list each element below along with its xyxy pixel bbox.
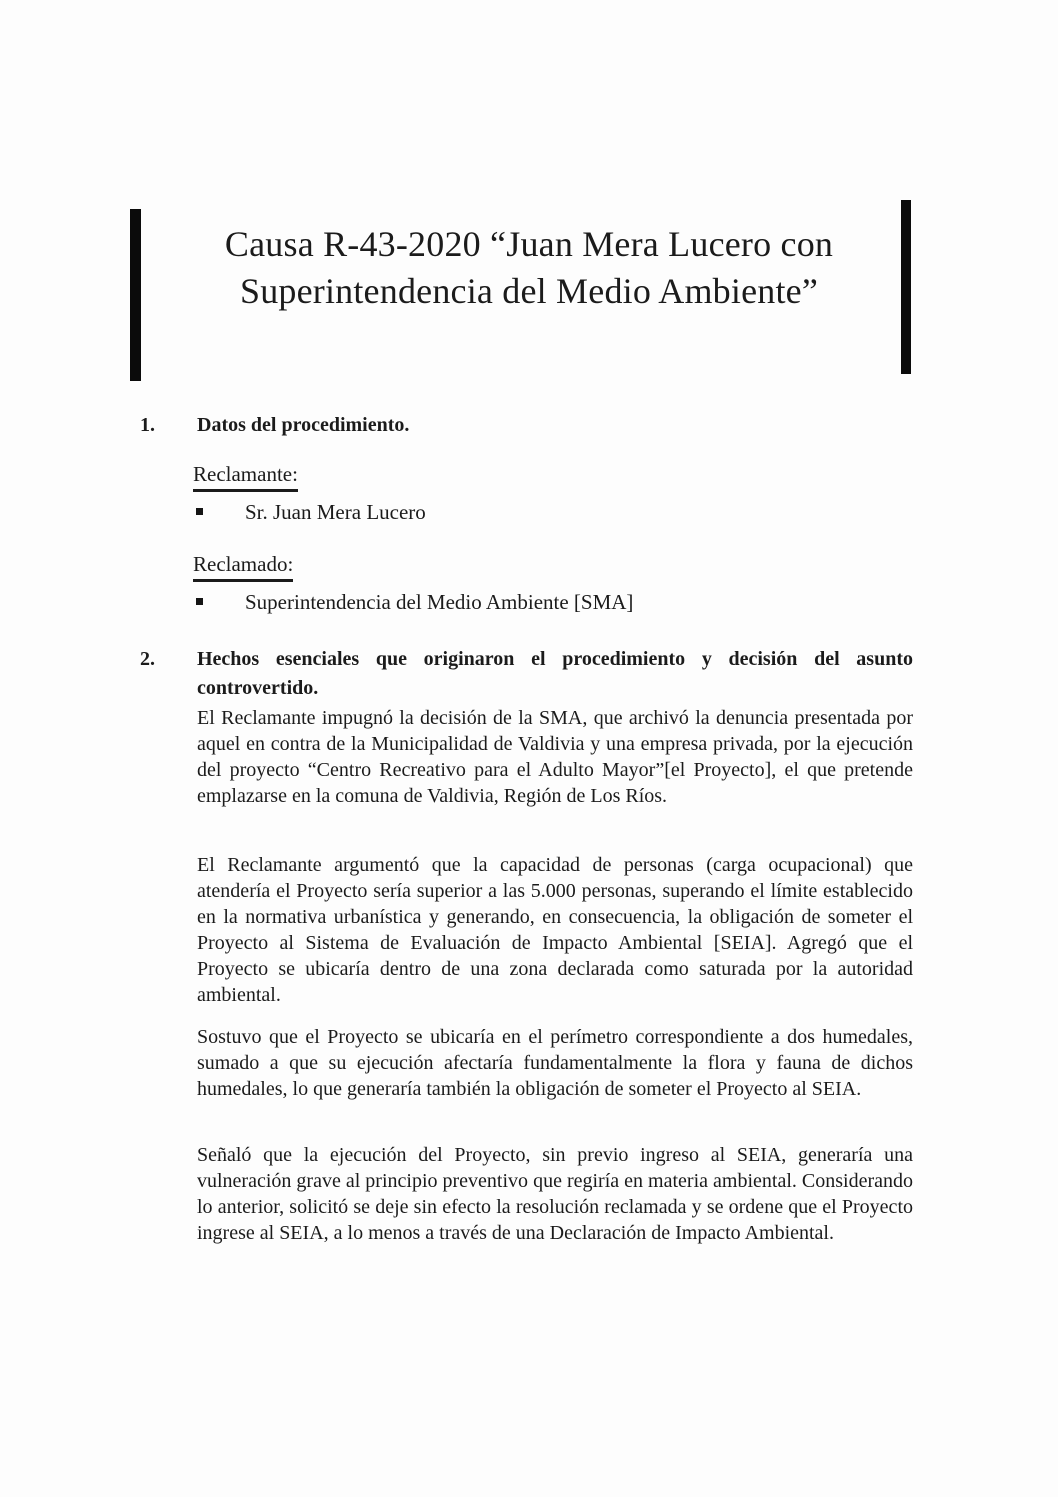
section-1-number: 1. <box>140 414 155 436</box>
title-accent-bar-left <box>130 209 141 381</box>
title-block <box>0 200 1058 382</box>
section-2-number: 2. <box>140 648 155 670</box>
claimant-label-text: Reclamante: <box>193 461 298 492</box>
section-2-heading <box>140 645 913 703</box>
bullet-square-icon <box>196 508 203 515</box>
paragraph-2: El Reclamante argumentó que la capacidad de personas (carga ocupacional) que atendería el Proyecto sería superior a las 5.000 personas, superando el límite establecido en la normativa urbanística y generando, en consecuencia, la obligación de someter el Proyecto al Sistema de Evaluación de Impacto Ambiental [SEIA]. Agregó que el Proyecto se ubicaría dentro de una zona declarada como saturada por la autoridad ambiental. <box>197 854 913 1006</box>
claimant-name: Sr. Juan Mera Lucero <box>245 500 426 524</box>
document-title: Causa R-43-2020 “Juan Mera Lucero con Superintendencia del Medio Ambiente” <box>224 224 834 311</box>
claimant-list-item <box>196 499 916 526</box>
respondent-label-text: Reclamado: <box>193 551 293 582</box>
bullet-square-icon <box>196 598 203 605</box>
paragraph-1: El Reclamante impugnó la decisión de la SMA, que archivó la denuncia presentada por aquel en contra de la Municipalidad de Valdivia y una empresa privada, por la ejecución del proyecto “Centro Recreativo para el Adulto Mayor”[el Proyecto], el que pretende emplazarse en la comuna de Valdivia, Región de Los Ríos. <box>197 707 913 807</box>
paragraph-3: Sostuvo que el Proyecto se ubicaría en el perímetro correspondiente a dos humedales, sumado a que su ejecución afectaría fundamentalmente la flora y fauna de dichos humedales, lo que generaría también la obligación de someter el Proyecto al SEIA. <box>197 1026 913 1100</box>
title-accent-bar-right <box>901 200 911 374</box>
claimant-label <box>193 461 298 492</box>
section-1-heading <box>140 411 913 440</box>
respondent-name: Superintendencia del Medio Ambiente [SMA] <box>245 590 634 614</box>
section-1-heading-text: Datos del procedimiento. <box>197 414 410 436</box>
paragraph-4: Señaló que la ejecución del Proyecto, sin previo ingreso al SEIA, generaría una vulneración grave al principio preventivo que regiría en materia ambiental. Considerando lo anterior, solicitó se deje sin efecto la resolución reclamada y se ordene que el Proyecto ingrese al SEIA, a lo menos a través de una Declaración de Impacto Ambiental. <box>197 1144 913 1244</box>
respondent-label <box>193 551 293 582</box>
respondent-list-item <box>196 589 916 616</box>
section-2-heading-text: Hechos esenciales que originaron el procedimiento y decisión del asunto controvertido. <box>197 648 913 699</box>
